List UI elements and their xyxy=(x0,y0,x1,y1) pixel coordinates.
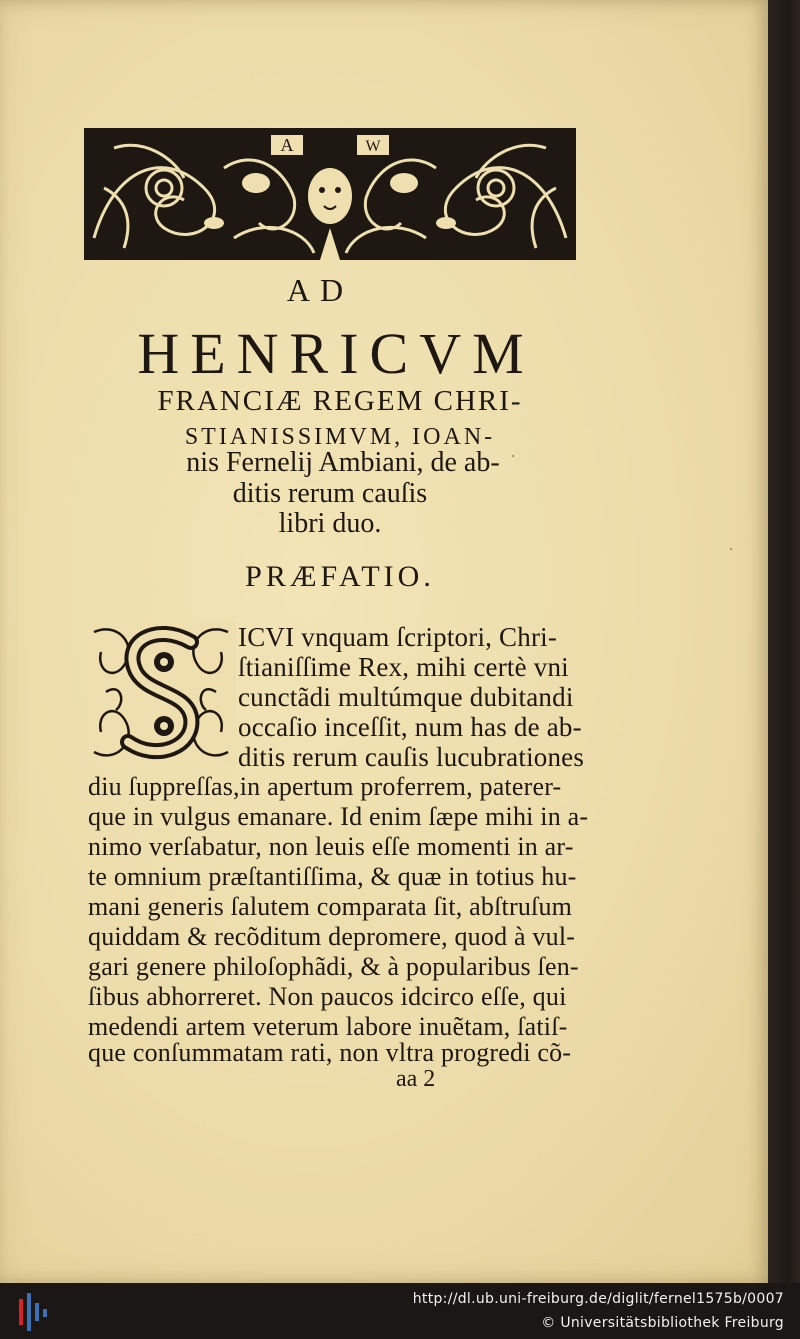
paper-speck xyxy=(730,548,732,550)
title-line-2: STIANISSIMVM, IOAN- xyxy=(184,424,496,450)
title-line-1: FRANCIÆ REGEM CHRI- xyxy=(157,385,523,417)
body-line: mani generis ſalutem comparata ſit, abſtruſum xyxy=(88,892,573,921)
title-line-3: nis Fernelij Ambiani, de ab- xyxy=(186,447,500,478)
page-edge xyxy=(768,0,800,1283)
body-line: ſibus abhorreret. Non paucos idcirco eſſe, qui xyxy=(88,982,567,1011)
copyright-text: © Universitätsbibliothek Freiburg xyxy=(541,1315,784,1331)
body-line: gari genere philoſophãdi, & à popularibus ſen- xyxy=(88,952,579,981)
title-ad: AD xyxy=(286,272,354,308)
title-henricum: HENRICVM xyxy=(137,321,535,386)
body-line: ICVI vnquam ſcriptori, Chri- xyxy=(238,622,558,652)
body-line: ſtianiſſime Rex, mihi certè vni xyxy=(238,652,569,682)
praefatio-heading: PRÆFATIO. xyxy=(245,560,435,593)
body-line: te omnium præſtantiſſima, & quæ in totius hu- xyxy=(88,862,577,891)
body-line: quiddam & recõditum depromere, quod à vul- xyxy=(88,922,576,951)
body-line: diu ſuppreſſas,in apertum proferrem, paterer- xyxy=(88,772,562,801)
body-line: medendi artem veterum labore inuẽtam, ſatiſ- xyxy=(88,1012,568,1041)
decorated-initial-s-icon xyxy=(86,622,236,764)
body-line: que in vulgus emanare. Id enim ſæpe mihi in a- xyxy=(88,802,589,831)
body-line: cunctãdi multúmque dubitandi xyxy=(238,682,574,712)
ornament-letter-w: W xyxy=(365,138,381,155)
body-line: occaſio inceſſit, num has de ab- xyxy=(238,712,582,742)
signature-mark: aa 2 xyxy=(396,1066,436,1092)
ornament-letter-a: A xyxy=(280,135,294,155)
headpiece-ornament xyxy=(84,128,576,260)
body-line: nimo verſabatur, non leuis eſſe momenti in ar- xyxy=(88,832,574,861)
body-line: ditis rerum cauſis lucubrationes xyxy=(238,742,585,772)
title-line-4: ditis rerum cauſis xyxy=(232,478,428,509)
title-line-5: libri duo. xyxy=(278,508,382,539)
page-url-link[interactable]: http://dl.ub.uni-freiburg.de/diglit/fernel1575b/0007 xyxy=(412,1291,784,1307)
body-line: que conſummatam rati, non vltra progredi cõ- xyxy=(88,1038,572,1067)
university-logo-icon xyxy=(16,1289,50,1335)
